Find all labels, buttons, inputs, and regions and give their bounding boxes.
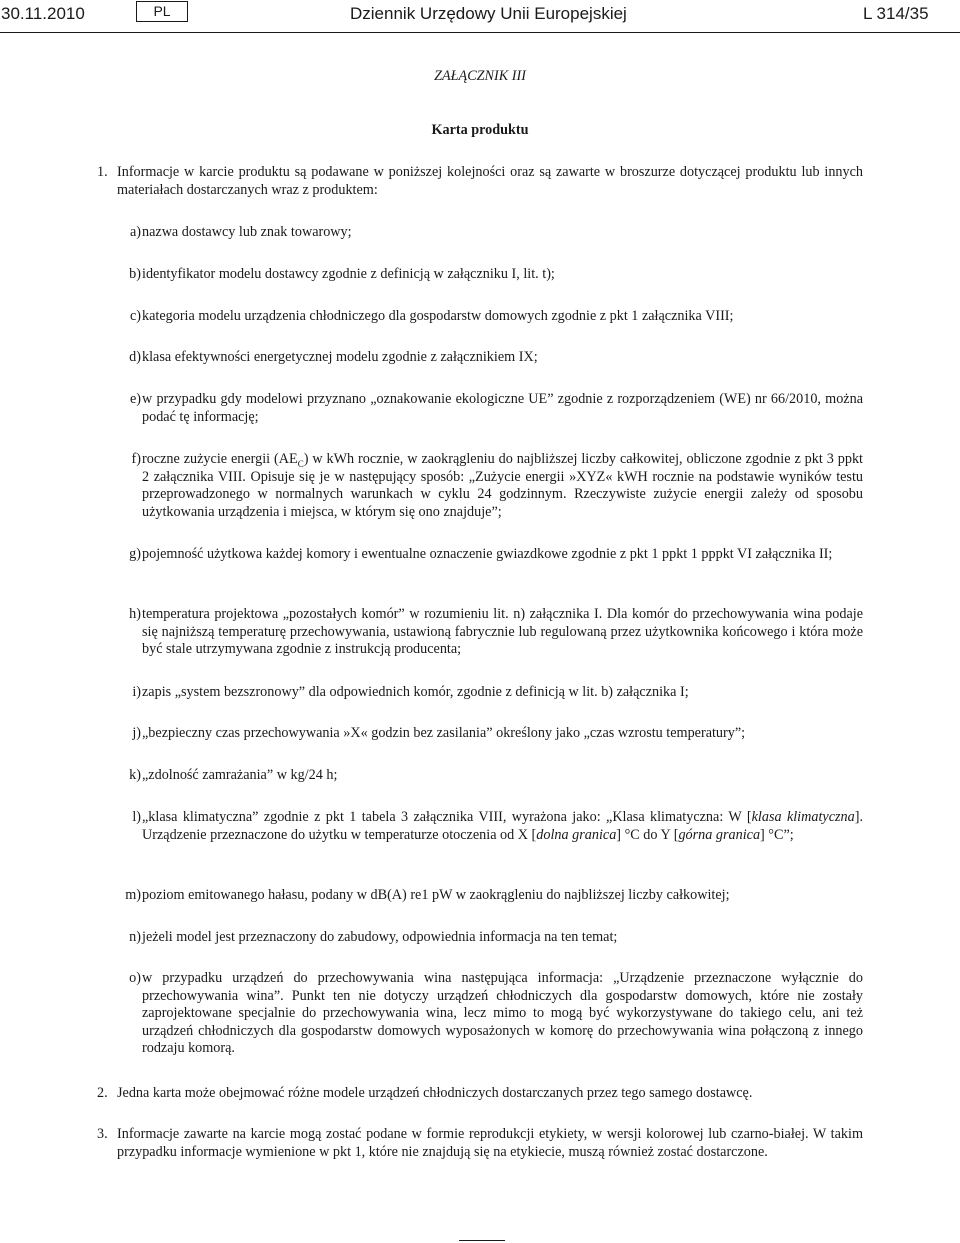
item-text: kategoria modelu urządzenia chłodniczego dla gospodarstw domowych zgodnie z pkt 1 załącznika VIII; bbox=[142, 308, 734, 324]
item-text: „bezpieczny czas przechowywania »X« godzin bez zasilania” określony jako „czas wzrostu temperatury”; bbox=[142, 725, 746, 741]
journal-title: Dziennik Urzędowy Unii Europejskiej bbox=[350, 4, 627, 23]
point-number: 3. bbox=[97, 1126, 108, 1142]
point-number: 1. bbox=[97, 164, 108, 180]
italic-upper-limit: górna granica bbox=[678, 826, 761, 843]
item-label: f) bbox=[131, 451, 141, 467]
italic-lower-limit: dolna granica bbox=[536, 826, 617, 843]
item-text: temperatura projektowa „pozostałych komór” w rozumieniu lit. n) załącznika I. Dla komór do przechowywania wina podaje się najniższą temperaturę przechowywania, ustawioną fabrycznie lub regulowaną przez użytkownika końcowego i która może być stale utrzymywana zgodnie z instrukcją producenta; bbox=[142, 606, 863, 658]
item-text: w przypadku gdy modelowi przyznano „oznakowanie ekologiczne UE” zgodnie z rozporządzeniem (WE) nr 66/2010, można podać tę informację; bbox=[142, 391, 863, 425]
item-label: m) bbox=[125, 887, 141, 903]
item-text: poziom emitowanego hałasu, podany w dB(A) re1 pW w zaokrągleniu do najbliższej liczby całkowitej; bbox=[142, 887, 730, 903]
annex-title: ZAŁĄCZNIK III bbox=[434, 68, 526, 84]
list-item-n bbox=[117, 929, 863, 947]
item-label: l) bbox=[132, 809, 141, 825]
list-item-k bbox=[117, 767, 863, 785]
point-text: Informacje w karcie produktu są podawane w poniższej kolejności oraz są zawarte w broszurze dotyczącej produktu lub innych materiałach dostarczanych wraz z produktem: bbox=[117, 164, 863, 198]
list-item-c bbox=[117, 308, 863, 326]
header-rule bbox=[0, 32, 960, 33]
list-item-m bbox=[117, 887, 863, 905]
item-text-part-4: ] °C”; bbox=[760, 826, 794, 843]
item-text-part-2: ]. Urządzenie przeznaczone do użytku w temperaturze otoczenia od X [ bbox=[142, 809, 863, 843]
page-header bbox=[0, 0, 960, 34]
point-text: Jedna karta może obejmować różne modele urządzeń chłodniczych dostarczanych przez tego samego dostawcę. bbox=[117, 1085, 753, 1101]
item-label: e) bbox=[129, 391, 141, 407]
footer-rule bbox=[459, 1240, 505, 1241]
item-text: pojemność użytkowa każdej komory i ewentualne oznaczenie gwiazdkowe zgodnie z pkt 1 ppkt 1 pppkt VI załącznika II; bbox=[142, 546, 833, 562]
item-text: identyfikator modelu dostawcy zgodnie z definicją w załączniku I, lit. t); bbox=[142, 266, 555, 282]
item-label: j) bbox=[132, 725, 141, 741]
numbered-point-1 bbox=[97, 164, 863, 199]
item-text: w przypadku urządzeń do przechowywania wina następująca informacja: „Urządzenie przeznaczone wyłącznie do przechowywania wina”. Punkt ten nie dotyczy urządzeń chłodniczych dla gospodarstw domowych, które nie zostały zaprojektowane specjalnie do przechowywania wina, lecz mimo to mogą być wykorzystywane do takiego celu, ani też urządzeń chłodniczych dla gospodarstw domowych wyposażonych w komorę do przechowywania wina połączoną z innego rodzaju komorą. bbox=[142, 970, 863, 1057]
point-text: Informacje zawarte na karcie mogą zostać podane w formie reprodukcji etykiety, w wersji kolorowej lub czarno-białej. W takim przypadku informacje wymienione w pkt 1, które nie znajdują się na etykiecie, muszą również zostać dostarczone. bbox=[117, 1126, 863, 1160]
item-label: b) bbox=[129, 266, 141, 282]
item-label: i) bbox=[132, 684, 141, 700]
list-item-i bbox=[117, 684, 863, 702]
list-item-b bbox=[117, 266, 863, 284]
item-label: k) bbox=[129, 767, 141, 783]
item-text: klasa efektywności energetycznej modelu zgodnie z załącznikiem IX; bbox=[142, 349, 538, 365]
item-label: o) bbox=[129, 970, 141, 986]
item-text: jeżeli model jest przeznaczony do zabudowy, odpowiednia informacja na ten temat; bbox=[142, 929, 618, 945]
item-text bbox=[142, 809, 863, 844]
italic-climate-class: klasa klimatyczna bbox=[751, 809, 855, 825]
item-text: nazwa dostawcy lub znak towarowy; bbox=[142, 224, 352, 240]
item-text-start: roczne zużycie energii (AE bbox=[142, 451, 298, 467]
item-text-part-1: „klasa klimatyczna” zgodnie z pkt 1 tabela 3 załącznika VIII, wyrażona jako: „Klasa klimatyczna: W [ bbox=[142, 809, 752, 825]
list-item-h bbox=[117, 606, 863, 659]
item-label: d) bbox=[129, 349, 141, 365]
list-item-o bbox=[117, 970, 863, 1058]
list-item-e bbox=[117, 391, 863, 426]
list-item-l bbox=[117, 809, 863, 844]
item-text: „zdolność zamrażania” w kg/24 h; bbox=[142, 767, 338, 783]
list-item-g bbox=[117, 546, 863, 564]
list-item-j bbox=[117, 725, 863, 743]
item-label: g) bbox=[129, 546, 141, 562]
list-item-d bbox=[117, 349, 863, 367]
numbered-point-3 bbox=[97, 1126, 863, 1161]
language-badge: PL bbox=[136, 1, 188, 22]
section-title: Karta produktu bbox=[431, 122, 529, 138]
numbered-point-2 bbox=[97, 1085, 863, 1103]
item-label: a) bbox=[129, 224, 141, 240]
item-label: n) bbox=[129, 929, 141, 945]
item-text-part-3: ] °C do Y [ bbox=[616, 826, 679, 843]
list-item-f bbox=[117, 451, 863, 521]
item-text-rest: ) w kWh rocznie, w zaokrągleniu do najbliższej liczby całkowitej, obliczone zgodnie z pkt 3 ppkt 2 załącznika VIII. Opisuje się je w następujący sposób: „Zużycie energii »XYZ« kWH rocznie na podstawie wyników testu przeprowadzonego w normalnych warunkach w cyklu 24 godzinnym. Rzeczywiste zużycie energii zależy od sposobu użytkowania urządzenia i miejsca, w którym się ono znajduje”; bbox=[142, 451, 863, 520]
item-text bbox=[142, 451, 863, 521]
item-text: zapis „system bezszronowy” dla odpowiednich komór, zgodnie z definicją w lit. b) załącznika I; bbox=[142, 684, 689, 700]
point-number: 2. bbox=[97, 1085, 108, 1101]
list-item-a bbox=[117, 224, 863, 242]
page-reference: L 314/35 bbox=[863, 4, 929, 23]
item-label: h) bbox=[129, 606, 141, 622]
item-label: c) bbox=[129, 308, 141, 324]
subscript-c: C bbox=[297, 458, 304, 469]
publication-date: 30.11.2010 bbox=[1, 4, 85, 23]
